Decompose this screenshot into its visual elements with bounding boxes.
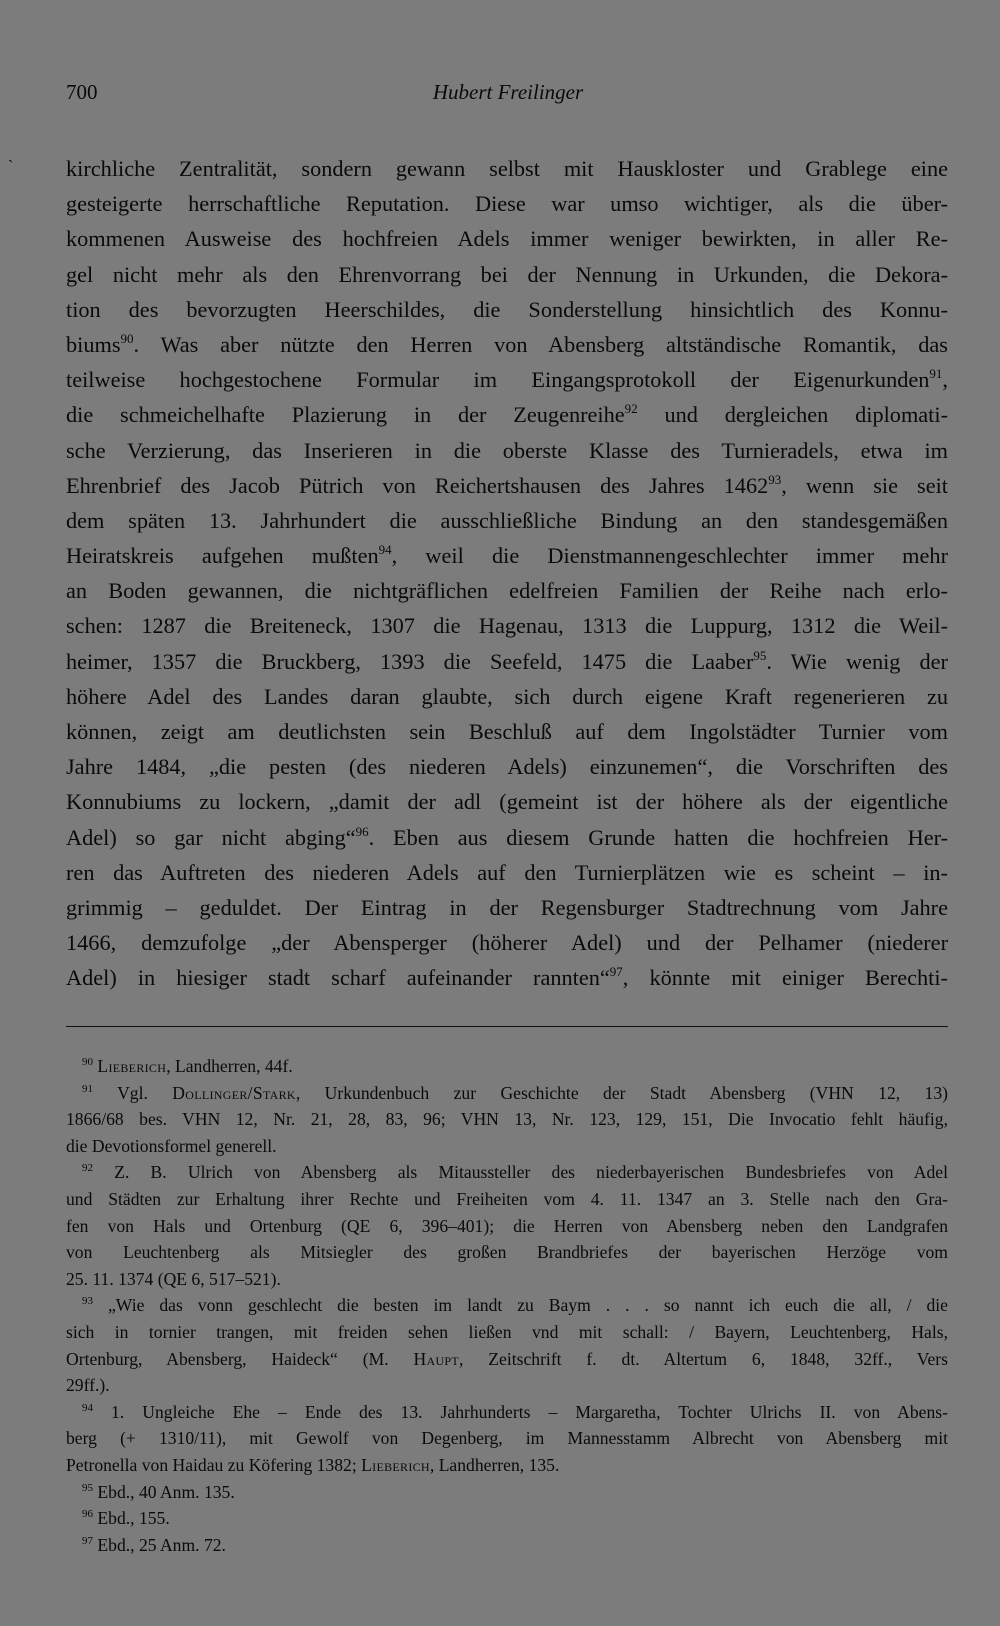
text-line [66,468,948,503]
text-segment: , wenn sie seit [781,472,949,498]
text-segment: Jahre 1484, „die pesten (des niederen Adels) einzunemen“, die Vorschriften des [66,754,948,780]
footnote-number: 97 [82,1534,93,1547]
text-segment: dem späten 13. Jahrhundert die ausschließliche Bindung an den standesgemäßen [66,507,948,533]
text-line [66,820,948,855]
footnote-number: 94 [82,1401,93,1414]
text-line [66,784,948,819]
text-segment: tion des bevorzugten Heerschildes, die Sonderstellung hinsichtlich des Konnu- [66,296,948,322]
footnotes [66,1053,948,1558]
text-line [66,151,948,186]
text-segment: können, zeigt am deutlichsten sein Beschluß auf dem Ingolstädter Turnier vom [66,719,948,744]
footnote-line: sich in tornier trangen, mit freiden sehen ließen vnd mit schall: / Bayern, Leuchtenberg, Hals, [66,1321,948,1342]
footnote-author: Lieberich [361,1454,430,1475]
text-segment: ren das Auftreten des niederen Adels auf den Turnierplätzen wie es scheint – in- [66,859,948,885]
footnote-number: 96 [82,1508,93,1521]
footnote-90: $^{90}$ Lieberich, Landherren, 44f. [82,1056,293,1076]
text-segment: Heiratskreis aufgehen mußten [66,543,379,569]
text-segment: kommenen Ausweise des hochfreien Adels immer weniger bewirkten, in aller Re- [66,226,948,252]
footnote-line: Ortenburg, Abensberg, Haideck“ (M. Haupt, Zeitschrift f. dt. Altertum 6, 1848, 32ff., Vers [66,1348,948,1369]
footnote-line: Petronella von Haidau zu Köfering 1382; Lieberich, Landherren, 135. [66,1454,560,1475]
body-text [66,151,948,996]
footnote-line: 29ff.). [66,1375,110,1396]
text-segment: gel nicht mehr als den Ehrenvorrang bei der Nennung in Urkunden, die Dekora- [66,261,948,287]
text-segment: . Was aber nützte den Herren von Abensberg altständische Romantik, das [133,331,948,357]
text-segment: gesteigerte herrschaftliche Reputation. Diese war umso wichtiger, als die über- [66,191,948,217]
footnote-line: von Leuchtenberg als Mitsiegler des großen Brandbriefes der bayerischen Herzöge vom [66,1242,948,1263]
footnote-93: $^{93}$ „Wie das vonn geschlecht die besten im landt zu Baym . . . so nannt ich euch die all, / die [82,1295,948,1316]
footnote-reference: 94 [378,542,392,558]
running-head: Hubert Freilinger [432,80,584,104]
text-line [66,257,948,292]
footnote-reference: 96 [355,823,369,839]
footnote-reference: 91 [929,366,943,382]
footnote-95: $^{95}$ Ebd., 40 Anm. 135. [82,1481,235,1502]
footnote-author: Dollinger/Stark [172,1082,296,1103]
text-segment: heimer, 1357 die Bruckberg, 1393 die Seefeld, 1475 die Laaber [66,648,754,674]
margin-mark: ` [8,158,14,175]
footnote-91: $^{91}$ Vgl. Dollinger/Stark, Urkundenbuch zur Geschichte der Stadt Abensberg (VHN 12, 13) [82,1082,948,1103]
footnote-number: 92 [82,1162,93,1175]
footnote-97: $^{97}$ Ebd., 25 Anm. 72. [82,1534,226,1555]
text-segment: an Boden gewannen, die nichtgräflichen edelfreien Familien der Reihe nach erlo- [66,578,948,604]
text-segment: biums [66,331,121,357]
text-line [66,644,948,679]
text-line [66,573,948,608]
text-line [66,397,948,432]
footnote-92: $^{92}$ Z. B. Ulrich von Abensberg als Mitaussteller des niederbayerischen Bundesbriefes von Adel [82,1162,948,1183]
page-number: 700 [66,80,98,104]
text-line [66,362,948,397]
text-segment: grimmig – geduldet. Der Eintrag in der Regensburger Stadtrechnung vom Jahre [66,894,948,920]
text-line [66,433,948,468]
footnote-reference: 97 [609,964,623,980]
footnote-number: 95 [82,1481,93,1494]
footnote-author: Lieberich [97,1056,167,1076]
footnote-number: 90 [82,1056,93,1068]
text-segment: schen: 1287 die Breiteneck, 1307 die Hagenau, 1313 die Luppurg, 1312 die Weil- [66,613,948,639]
footnote-94: $^{94}$ 1. Ungleiche Ehe – Ende des 13. Jahrhunderts – Margaretha, Tochter Ulrichs II. von Abens- [82,1401,948,1422]
text-line [66,186,948,221]
footnote-line: fen von Hals und Ortenburg (QE 6, 396–401); die Herren von Abensberg neben den Landgrafen [66,1215,948,1236]
text-line [66,292,948,327]
text-line [66,749,948,784]
footnote-number: 93 [82,1295,93,1308]
text-segment: 1466, demzufolge „der Abensperger (höherer Adel) und der Pelhamer (niederer [66,930,948,956]
footnote-line: und Städten zur Erhaltung ihrer Rechte und Freiheiten vom 4. 11. 1347 an 3. Stelle nach den Gra- [66,1188,948,1209]
footnote-reference: 93 [768,471,782,487]
text-line [66,679,948,714]
text-line [66,503,948,538]
text-segment: höhere Adel des Landes daran glaubte, sich durch eigene Kraft regenerieren zu [66,683,948,709]
text-segment: Adel) so gar nicht abging“ [66,824,356,850]
text-segment: , könnte mit einiger Berechti- [622,965,948,991]
text-line [66,221,948,256]
text-line [66,608,948,643]
footnote-reference: 90 [120,330,134,346]
footnote-line: 25. 11. 1374 (QE 6, 517–521). [66,1268,281,1289]
text-segment: Adel) in hiesiger stadt scharf aufeinander rannten“ [66,965,610,991]
text-segment: und dergleichen diplomati- [637,402,948,428]
text-line [66,855,948,890]
text-segment: sche Verzierung, das Inserieren in die oberste Klasse des Turnieradels, etwa im [66,437,948,463]
footnote-line: 1866/68 bes. VHN 12, Nr. 21, 28, 83, 96; VHN 13, Nr. 123, 129, 151, Die Invocatio fehlt häufig, [66,1109,948,1130]
text-segment: , weil die Dienstmannengeschlechter immer mehr [391,543,948,569]
text-line [66,960,948,995]
footnote-author: Haupt [413,1348,460,1369]
text-segment: teilweise hochgestochene Formular im Eingangsprotokoll der Eigenurkunden [66,367,930,393]
footnote-reference: 92 [624,401,638,417]
footnote-reference: 95 [753,647,767,663]
text-segment: , [942,367,948,393]
text-line [66,925,948,960]
footnote-separator [66,1026,948,1027]
text-segment: die schmeichelhafte Plazierung in der Zeugenreihe [66,402,625,428]
text-segment: . Eben aus diesem Grunde hatten die hochfreien Her- [368,824,948,850]
text-line [66,538,948,573]
text-segment: Ehrenbrief des Jacob Pütrich von Reichertshausen des Jahres 1462 [66,472,769,498]
text-line [66,327,948,362]
text-segment: Konnubiums zu lockern, „damit der adl (gemeint ist der höhere als der eigentliche [66,789,948,815]
text-line [66,890,948,925]
footnote-number: 91 [82,1082,93,1095]
footnote-96: $^{96}$ Ebd., 155. [82,1508,170,1529]
text-line [66,714,948,749]
footnote-line: die Devotionsformel generell. [66,1135,277,1156]
text-segment: . Wie wenig der [766,648,948,674]
page-header [66,80,950,110]
footnote-line: berg (+ 1310/11), mit Gewolf von Degenberg, im Mannesstamm Albrecht von Abensberg mit [66,1428,948,1449]
text-segment: kirchliche Zentralität, sondern gewann selbst mit Hauskloster und Grablege eine [66,156,948,181]
